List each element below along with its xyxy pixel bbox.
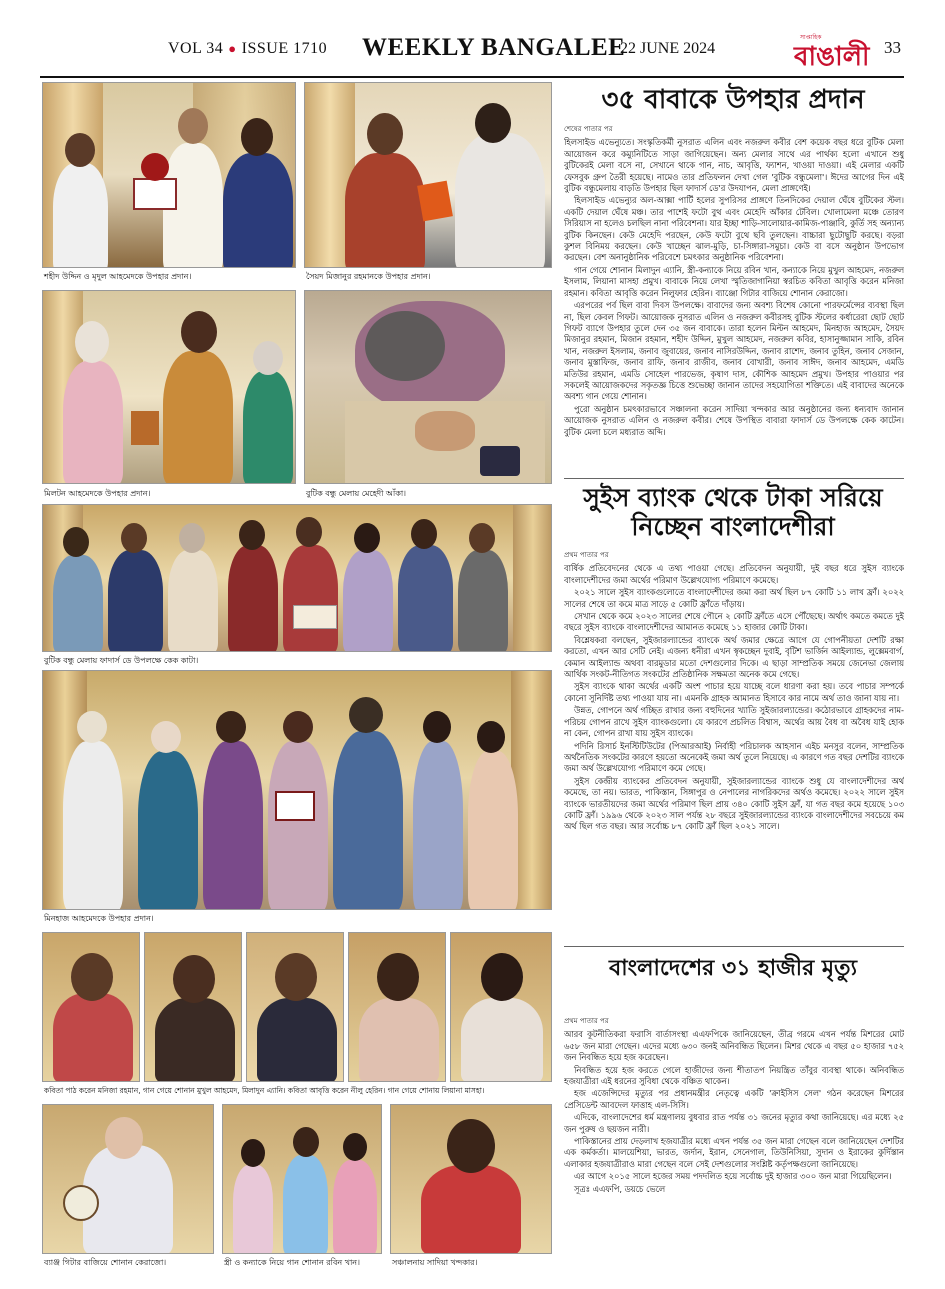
photo-caption: সঞ্চালনায় সাদিয়া খন্দকার। <box>392 1258 478 1267</box>
photo-caption: বুটিক বন্ধু মেলায় মেহেদী আঁকা। <box>306 489 407 498</box>
paragraph: এর আগে ২০১৫ সালে হজের সময় পদদলিত হয়ে সর্বোচ্চ দুই হাজার ৩০০ জন মারা গিয়েছিলেন। <box>574 1171 892 1182</box>
paragraph: পুরো অনুষ্ঠান চমৎকারভাবে সঞ্চালনা করেন সাদিয়া খন্দকার আর অনুষ্ঠানের জন্য ধন্যবাদ জানান আয়োজক নুসরাত এলিন ও নজরুল কবীর। শেষে উপস্থিত বাবারা ফাদার্স ডে উপলক্ষে কেক কাটেন। বুটিক মেলা চলে মধ্যরাত অব্দি। <box>564 403 904 437</box>
photo-caption: বুটিক বন্ধু মেলায় ফাদার্স ডে উপলক্ষে কেক কাটা। <box>44 656 199 665</box>
logo-subtitle: সাপ্তাহিক <box>800 34 822 41</box>
paragraph: সুইস ব্যাংকে থাকা অর্থের একটি অংশ পাচার হয়ে যাচ্ছে বলে ধারণা করা হয়। তবে পাচার সম্পর্কে কোনো সুনির্দিষ্ট তথ্য পাওয়া যায় না। এমনকি গ্রাহক আমানত হিসাবে কার নামে অর্থ তাও জানা যায় না। <box>564 681 904 703</box>
paragraph: নিবন্ধিত হয়ে হজ করতে গেলে হাজীদের জন্য শীতাতপ নিয়ন্ত্রিত তাঁবুর ব্যবস্থা থাকে। অনিবন্ধিত হজযাত্রীরা এই ধরনের সুবিধা থেকে বঞ্চিত থাকেন। <box>564 1064 904 1087</box>
photo-performer-1 <box>42 932 140 1082</box>
volume: VOL 34 <box>168 40 224 57</box>
photo-performer-2 <box>144 932 242 1082</box>
continued-from: প্রথম পাতার পর <box>564 1017 609 1025</box>
page-number: 33 <box>884 38 901 57</box>
paragraph: এরপরের পর্ব ছিল বাবা দিবস উপলক্ষে। বাবাদের জন্য অবশ্য বিশেষ কোনো পারফর্মেন্সের ব্যবস্থা ছিল না, ছিল কেবল গিফট। আয়োজক নুসরাত এলিন ও নজরুল কবীরসহ বুটিক স্টলের কর্ধারেরা ছোট ছোট গিফট ব্যাগে উপহার তুলে দেন ৩৫ জন বাবাকে। তারা হলেন মিল্টন আহমেদ, মিনহাজ আহমেদ, সৈয়দ মিজানুর রহমান, মিজান রহমান, শহীদ উদ্দিন, মুখুল আহমেদ, নজরুল কবির, হাসানুজ্জামান সাকি, রবিন খান, নজরুল ইসলাম, জনাব জুবায়ের, জনাব নাসিরউদ্দিন, জনাব রাশেদ, জনাব তুহিন, জনাব সেজান, জনাব মুস্তাফিজ, জনাব রাফি, জনাব রাজীব, জনাব বোখারী, জনাব সাঈদ, জনাব আহমেদ, এমডি মতিউর রহমান, এমডি সোহেল পারভেজ, কৃষাণ দাস, কৌশিক আহমেদ প্রমুখ। উপহার পাওয়ার পর সকলেই আয়োজকদের সকৃতজ্ঞ চিত্তে শুভেচ্ছা জানান তাদের সহযোগিতা শক্তিতে। এই বাবাদের অনেকে অবশ্য গান গেয়ে শোনান। <box>564 300 904 402</box>
article1-body <box>564 124 904 476</box>
paragraph: হিলসাইড এভেন্যুতে। সংস্কৃতিকর্মী নুসরাত এলিন এবং নজরুল কবীর বেশ কয়েক বছর ধরে বুটিক মেলা আয়োজন করে কম্যুনিটিতে সাড়া জাগিয়েছেন। অন্য মেলার সাথে এর পার্থক্য হলো এখানে শুধু বুটিকেরই মেলা বসে না, সেখানে থাকে গান, নাচ, আবৃত্তি, ফ্যাশন, খাওয়া দাওয়া। এই মেলার একটি ফেসবুক গ্রুপ তৈরী হয়েছে। নামেও তার প্রতিফলন দেখা গেল 'বুটিক বন্ধুমেলা'। ঈদের আগের দিন এই বুটিক বন্ধুমেলায় বাড়তি উপহার ছিল ফাদার্স ডে'র উদযাপন, মেলা প্রাঙ্গণেই। <box>564 137 904 194</box>
paragraph: ২০২১ সালে সুইস ব্যাংকগুলোতে বাংলাদেশীদের জমা করা অর্থ ছিল ৮৭ কোটি ১১ লাখ ফ্রাঁ। ২০২২ সালের শেষে তা কমে মাত্র সাড়ে ৫ কোটি ফ্রাঁতে দাঁড়ায়। <box>564 587 904 609</box>
article1-headline: ৩৫ বাবাকে উপহার প্রদান <box>601 85 865 115</box>
volume-issue <box>168 40 327 58</box>
photo-caption: স্ত্রী ও কন্যাকে নিয়ে গান শোনান রবিন খান। <box>224 1258 360 1267</box>
photo-caption: সৈয়দ মিজানুর রহমানকে উপহার প্রদান। <box>306 272 431 281</box>
photo-gift-minhaj <box>42 670 552 910</box>
headline-line: নিচ্ছেন বাংলাদেশীরা <box>631 511 835 541</box>
paragraph: বার্ষিক প্রতিবেদনের থেকে এ তথ্য পাওয়া গেছে। প্রতিবেদন অনুযায়ী, দুই বছর ধরে সুইস ব্যাংকে বাংলাদেশীদের জমা অর্থের পরিমাণ উল্লেখযোগ্য পরিমাণে কমেছে। <box>564 563 904 585</box>
issue: ISSUE 1710 <box>241 40 328 57</box>
article-divider <box>564 946 904 947</box>
paragraph: হজ এজেন্সিদের মৃত্যুর পর প্রধানমন্ত্রীর নেতৃত্বে একটি 'ক্রাইসিস সেল' গঠন করেছেন মিশরের প্রেসিডেন্ট আবদেল ফাত্তাহ এল-সিসি। <box>564 1088 904 1110</box>
photo-gift-shahid-mridul <box>42 82 296 268</box>
paragraph: সেখান থেকে কমে ২০২৩ সালের শেষে পৌনে ২ কোটি ফ্রাঁতে এসে পৌঁছেছে। অর্থাৎ কমতে কমতে দুই বছরে সুইস ব্যাংকে বাংলাদেশীদের আমানত কমেছে ১১ হাজার কোটি টাকা। <box>564 611 904 633</box>
paragraph: পাকিস্তানের প্রায় দেড়লাখ হজযাত্রীর মধ্যে এখন পর্যন্ত ৩৫ জন মারা গেছেন বলে জানিয়েছেন দেশটির এক কর্মকর্তা। মালয়েশিয়া, ভারত, জর্দান, ইরান, সেনেগাল, তিউনিসিয়া, সুদান ও ইরাকের কুর্দিস্তান এলাকার হজযাত্রীরাও মারা গেছেন বলে সেই দেশগুলোর সংশ্লিষ্ট কর্তৃপক্ষগুলো জানিয়েছে। <box>564 1136 904 1169</box>
photo-caption: শহীদ উদ্দিন ও মৃদুল আহমেদকে উপহার প্রদান। <box>44 272 192 281</box>
masthead <box>0 0 945 78</box>
paragraph: উন্নত, গোপনে অর্থ গচ্ছিত রাখার জন্য বহুদিনের খ্যাতি সুইজারল্যান্ডের। কঠোরভাবে গ্রাহকদের নাম-পরিচয় গোপন রাখে সুইস ব্যাংকগুলো। যে কারণে প্রচলিত বিশ্বাস, অর্থের আয় বৈধ বা অবৈধ যাই হোক না কেন, গোপন রাখা যায় সুইস ব্যাংকে। <box>564 705 904 739</box>
photo-caption: ব্যাঞ্জ গিটার বাজিয়ে শোনান কেরাজো। <box>44 1258 167 1267</box>
paragraph: হিলসাইড এভেন্যুর অল-আক্সা পার্টি হলের সুপরিসর প্রাঙ্গণে তিনদিকের দেয়াল ঘেঁষে বুটিকের স্টল। একটি দেয়াল ঘেঁষে মঞ্চ। তার পাশেই ফটো বুথ এবং মেহেদি আঁকার টেবিল। খোলামেলা মঞ্চে তোরণ সিরিয়াস না হলেও চলছিল নানা পরিবেশনা। যার ইচ্ছা শাড়ি-সালোয়ার-কামিজ-পাঞ্জাবি, কুর্তি সহ অন্যান্য বুটিক কিনছেন। কেউ মেহেদি পরছেন, কেউ ফটো বুথে ছবি তুলছেন। বাচ্চারা ছুটোছুটি করছে। বড়রা কুশল বিনিময় করছেন। কেউ খাচ্ছেন ঝাল-মুড়ি, চা-সিঙ্গারা-সমুচা। কেউ বা বসে অনুষ্ঠান উপভোগ করছেন। বেশ অনানুষ্ঠানিক পরিবেশে চমৎকার অনুষ্ঠানিক পরিবেশনা। <box>564 195 904 263</box>
paragraph: বিশ্লেষকরা বলছেন, সুইজারল্যান্ডের ব্যাংকে অর্থ জমার ক্ষেত্রে আগে যে গোপনীয়তা দেশটি রক্ষা করতো, এখন আর সেটি নেই। এজন্য ধনীরা এখন স্বৃকচ্ছেন দুবাই, বৃটিশ ভার্জিন আইল্যান্ড, লুক্সেমবার্গ, কেমান আইল্যান্ড অথবা বারমুডার মতো দেশগুলোর দিকে। এ ছাড়া সাম্প্রতিক সময়ে জেনেভা জেলায় আর্থিক সংকট-নীতিগত সংকটের প্রতিষ্ঠানিক সক্ষমতা অনেক কমে গেছে। <box>564 634 904 680</box>
article-source: সূত্রঃ এএফপি, ডয়চে ভেলে <box>574 1183 666 1194</box>
photo-caption: মিনহাজ আহমেদকে উপহার প্রদান। <box>44 914 154 923</box>
photo-performer-3 <box>246 932 344 1082</box>
issue-date: 22 JUNE 2024 <box>620 40 716 57</box>
brand-logo <box>790 34 876 72</box>
article2-headline <box>562 484 904 542</box>
article3-body <box>564 1016 904 1266</box>
continued-from: শেষের পাতার পর <box>564 125 613 133</box>
paragraph: আরব কূটনীতিকরা ফরাসি বার্তাসংস্থা এএফপিকে জানিয়েছেন, তীব্র গরমে এখন পর্যন্ত মিশরের মোট ৬৫৮ জন মারা গেছেন। এদের মধ্যে ৬৩০ জনই অনিবন্ধিত ছিলেন। মিশর থেকে এ বছর ৫০ হাজার ৭৫২ জন নিবন্ধিত হয়ে হজ করেছেন। <box>564 1029 904 1063</box>
paragraph: পদিনি রিসার্চ ইনস্টিটিউটের (পিআরআই) নির্বাহী পরিচালক আহসান এইচ মনসুর বলেন, সাম্প্রতিক অর্থনৈতিক সংকটের কারণে হয়তো অনেকেই জমা অর্থ তুলে নিয়েছে। এ কারণে গত বছর দেশটির ব্যাংকে জমা অর্থ উল্লেখযোগ্য পরিমাণে কমে গেছে। <box>564 740 904 774</box>
paragraph: গান গেয়ে শোনান মিলাদুন এ্যানি, স্ত্রী-কন্যাকে নিয়ে রবিন খান, কন্যাকে নিয়ে মুখুল আহমেদ, নজরুল ইসলাম, লিয়ানা মাসহা প্রমুখ। বাবাকে নিয়ে লেখা স্মৃতিজাগানিয়া স্বরচিত কবিতা আবৃত্তি করেন মনিজা রহমান। কবিতা আবৃত্তি করেন নিলুফার হেরিন। ব্যাঞ্জো গিটার বাজিয়ে শোনান কেরাজো। <box>564 264 904 298</box>
photo-gift-milton <box>42 290 296 484</box>
photo-caption: কবিতা পাঠ করেন মনিজা রহমান, গান গেয়ে শোনান মুখুল আহমেদ, মিলাদুন এ্যানি। কবিতা আবৃত্তি করেন নীলু হেরিন। গান গেয়ে শোনায় লিয়ানা মাসহা। <box>44 1086 485 1095</box>
article3-headline: বাংলাদেশের ৩১ হাজীর মৃত্যু <box>609 956 857 981</box>
paragraph: এদিকে, বাংলাদেশের ধর্ম মন্ত্রণালয় বুধবার রাত পর্যন্ত ৩১ জনের মৃত্যুর কথা জানিয়েছে। এর মধ্যে ২৫ জন পুরুষ ও ছয়জন নারী। <box>564 1112 904 1134</box>
photo-performer-5 <box>450 932 552 1082</box>
photo-cake-cutting <box>42 504 552 652</box>
photo-banjo <box>42 1104 214 1254</box>
logo-text: বাঙালী <box>794 42 870 72</box>
bullet-icon: ● <box>228 41 237 56</box>
photo-henna <box>304 290 552 484</box>
continued-from: প্রথম পাতার পর <box>564 551 609 559</box>
paragraph: সুইস কেন্দ্রীয় ব্যাংকের প্রতিবেদন অনুযায়ী, সুইজারল্যান্ডের ব্যাংকে শুধু যে বাংলাদেশীদের অর্থ কমেছে, তা নয়। ভারত, পাকিস্তান, সিঙ্গাপুর ও নেপালের নাগরিকদের অর্থও কমেছে। ২০২২ সালে সুইস ব্যাংকে ভারতীয়দের জমা অর্থের পরিমাণ ছিল প্রায় ৩৪০ কোটি সুইস ফ্রাঁ, যা গত বছর কমে হয়েছে ১০৩ কোটি ফ্রাঁ। ১৯৯৬ থেকে ২০২৩ সাল পর্যন্ত ২৮ বছরে সুইজারল্যান্ডের ব্যাংকে বাংলাদেশীদের সবচেয়ে কম অর্থ ছিল গত বছর। আর সর্বোচ্চ ৮৭ কোটি ফ্রাঁ ছিল ২০২১ সালে। <box>564 775 904 832</box>
photo-caption: মিলটন আহমেদকে উপহার প্রদান। <box>44 489 151 498</box>
newspaper-title: WEEKLY BANGALEE <box>362 34 626 61</box>
headline-line: সুইস ব্যাংক থেকে টাকা সরিয়ে <box>583 483 883 512</box>
photo-robin-khan-family <box>222 1104 382 1254</box>
photo-host-sadia <box>390 1104 552 1254</box>
photo-performer-4 <box>348 932 446 1082</box>
article2-body <box>564 550 904 944</box>
article-divider <box>564 478 904 479</box>
masthead-rule <box>40 76 904 78</box>
photo-gift-syed-mizanur <box>304 82 552 268</box>
